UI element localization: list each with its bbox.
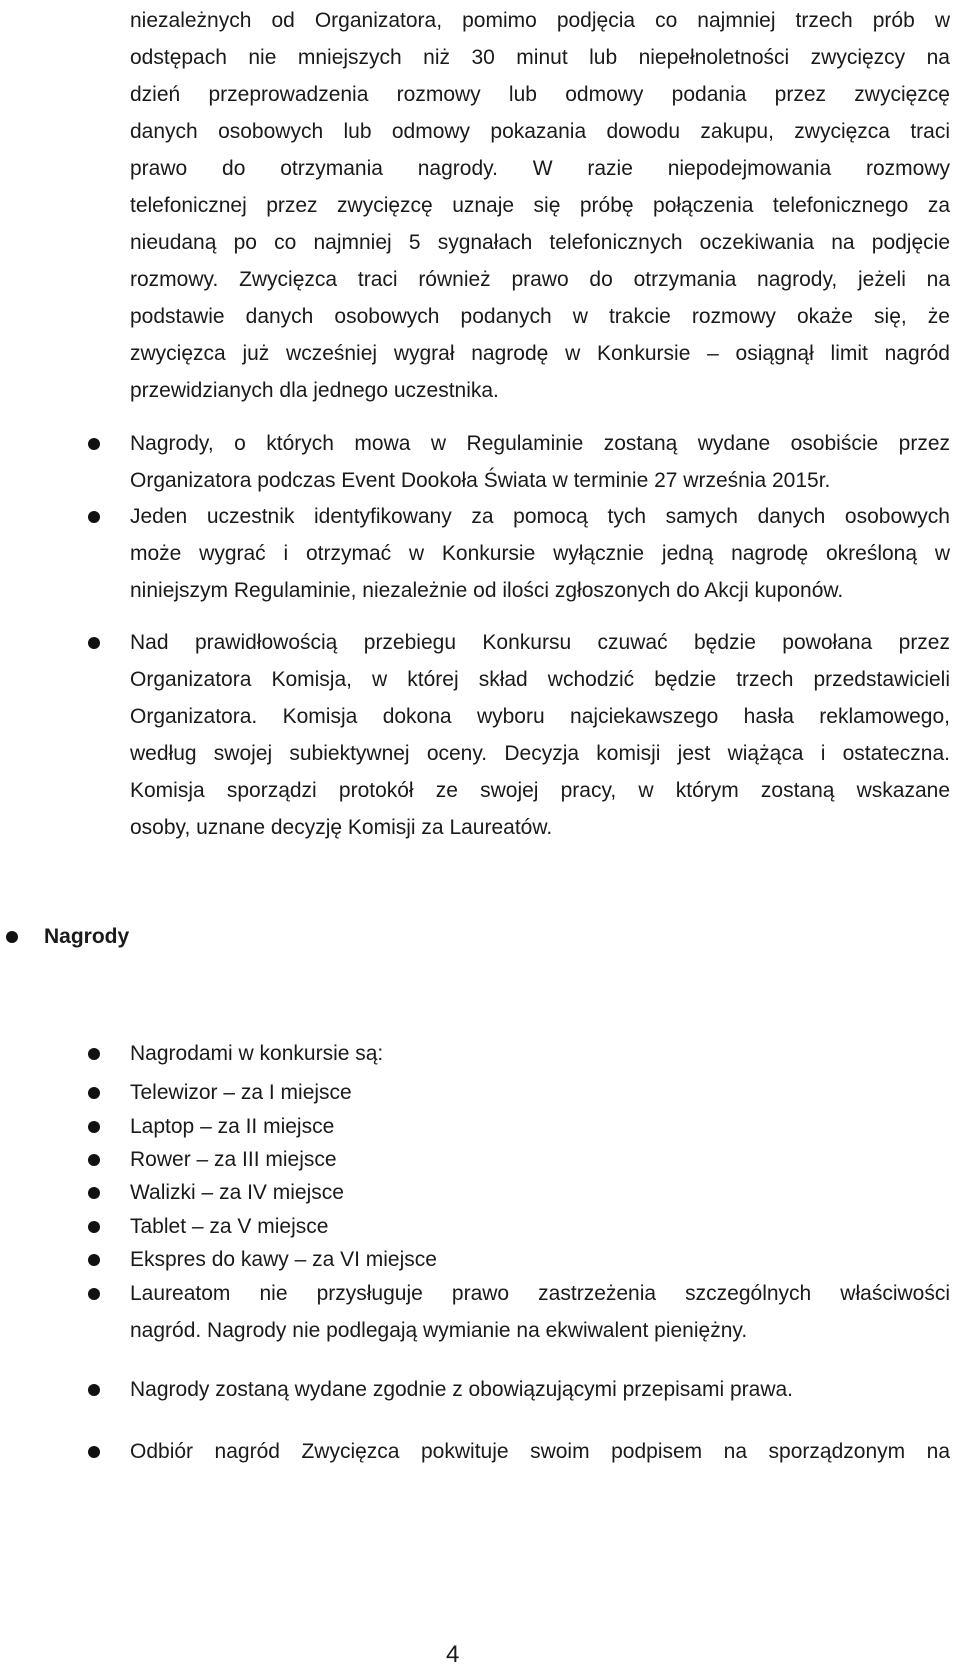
bullet-marker [88, 1121, 100, 1133]
prize-item: Rower – za III miejsce [130, 1148, 337, 1171]
note-legal-compliance [130, 1371, 950, 1408]
bullet-marker [88, 1384, 100, 1396]
paragraph-line: według swojej subiektywnej oceny. Decyzja komisji jest wiążąca i ostateczna. [130, 742, 950, 765]
section-heading: Nagrody [44, 925, 130, 948]
rule-prizes-handover [130, 425, 950, 499]
paragraph-line: dzień przeprowadzenia rozmowy lub odmowy podania przez zwycięzcę [130, 83, 950, 106]
note-no-exchange [130, 1275, 950, 1349]
paragraph-line: Organizatora podczas Event Dookoła Świata w terminie 27 września 2015r. [130, 469, 831, 492]
paragraph-line: Organizatora Komisja, w której skład wchodzić będzie trzech przedstawicieli [130, 668, 950, 691]
paragraph-line: zwycięzca już wcześniej wygrał nagrodę w Konkursie – osiągnął limit nagród [130, 342, 950, 365]
bullet-marker [88, 1087, 100, 1099]
paragraph-line: Nagrody zostaną wydane zgodnie z obowiązującymi przepisami prawa. [130, 1378, 794, 1401]
bullet-marker [88, 1288, 100, 1300]
bullet-marker [88, 1446, 100, 1458]
paragraph-line: prawo do otrzymania nagrody. W razie niepodejmowania rozmowy [130, 157, 950, 180]
paragraph-line: odstępach nie mniejszych niż 30 minut lub niepełnoletności zwycięzcy na [130, 46, 950, 69]
prize-item: Laptop – za II miejsce [130, 1115, 335, 1138]
paragraph-line: nagród. Nagrody nie podlegają wymianie na ekwiwalent pieniężny. [130, 1319, 748, 1342]
rule-commission [130, 624, 950, 846]
paragraph-line: niezależnych od Organizatora, pomimo podjęcia co najmniej trzech prób w [130, 9, 950, 32]
bullet-marker [6, 931, 18, 943]
prize-item: Ekspres do kawy – za VI miejsce [130, 1248, 437, 1271]
paragraph-line: może wygrać i otrzymać w Konkursie wyłącznie jedną nagrodę określoną w [130, 542, 950, 565]
paragraph-line: danych osobowych lub odmowy pokazania dowodu zakupu, zwycięzca traci [130, 120, 950, 143]
paragraph-line: przewidzianych dla jednego uczestnika. [130, 379, 499, 402]
bullet-marker [88, 1221, 100, 1233]
page-number: 4 [446, 1641, 460, 1668]
paragraph-line: nieudaną po co najmniej 5 sygnałach telefonicznych oczekiwania na podjęcie [130, 231, 950, 254]
paragraph-line: Laureatom nie przysługuje prawo zastrzeżenia szczególnych właściwości [130, 1282, 950, 1305]
prizes-intro: Nagrodami w konkursie są: [130, 1042, 384, 1065]
rule-one-prize-per-participant [130, 498, 950, 609]
bullet-marker [88, 1048, 100, 1060]
paragraph-line: niniejszym Regulaminie, niezależnie od ilości zgłoszonych do Akcji kuponów. [130, 579, 844, 602]
paragraph-line: podstawie danych osobowych podanych w trakcie rozmowy okaże się, że [130, 305, 950, 328]
paragraph-line: osoby, uznane decyzję Komisji za Laureatów. [130, 816, 553, 839]
paragraph-line: Jeden uczestnik identyfikowany za pomocą tych samych danych osobowych [130, 505, 950, 528]
bullet-marker [88, 1254, 100, 1266]
bullet-marker [88, 1154, 100, 1166]
bullet-marker [88, 637, 100, 649]
bullet-marker [88, 438, 100, 450]
paragraph-line: telefonicznej przez zwycięzcę uznaje się próbę połączenia telefonicznego za [130, 194, 950, 217]
bullet-marker [88, 1187, 100, 1199]
continuation-paragraph [130, 2, 950, 409]
prize-item: Telewizor – za I miejsce [130, 1081, 352, 1104]
prize-item: Walizki – za IV miejsce [130, 1181, 344, 1204]
paragraph-line: Nagrody, o których mowa w Regulaminie zostaną wydane osobiście przez [130, 432, 950, 455]
bullet-marker [88, 511, 100, 523]
prize-item: Tablet – za V miejsce [130, 1215, 329, 1238]
paragraph-line: Nad prawidłowością przebiegu Konkursu czuwać będzie powołana przez [130, 631, 950, 654]
paragraph-line: rozmowy. Zwycięzca traci również prawo do otrzymania nagrody, jeżeli na [130, 268, 950, 291]
paragraph-line: Komisja sporządzi protokół ze swojej pracy, w którym zostaną wskazane [130, 779, 950, 802]
paragraph-line: Odbiór nagród Zwycięzca pokwituje swoim podpisem na sporządzonym na [130, 1440, 950, 1463]
note-receipt [130, 1433, 950, 1470]
paragraph-line: Organizatora. Komisja dokona wyboru najciekawszego hasła reklamowego, [130, 705, 950, 728]
